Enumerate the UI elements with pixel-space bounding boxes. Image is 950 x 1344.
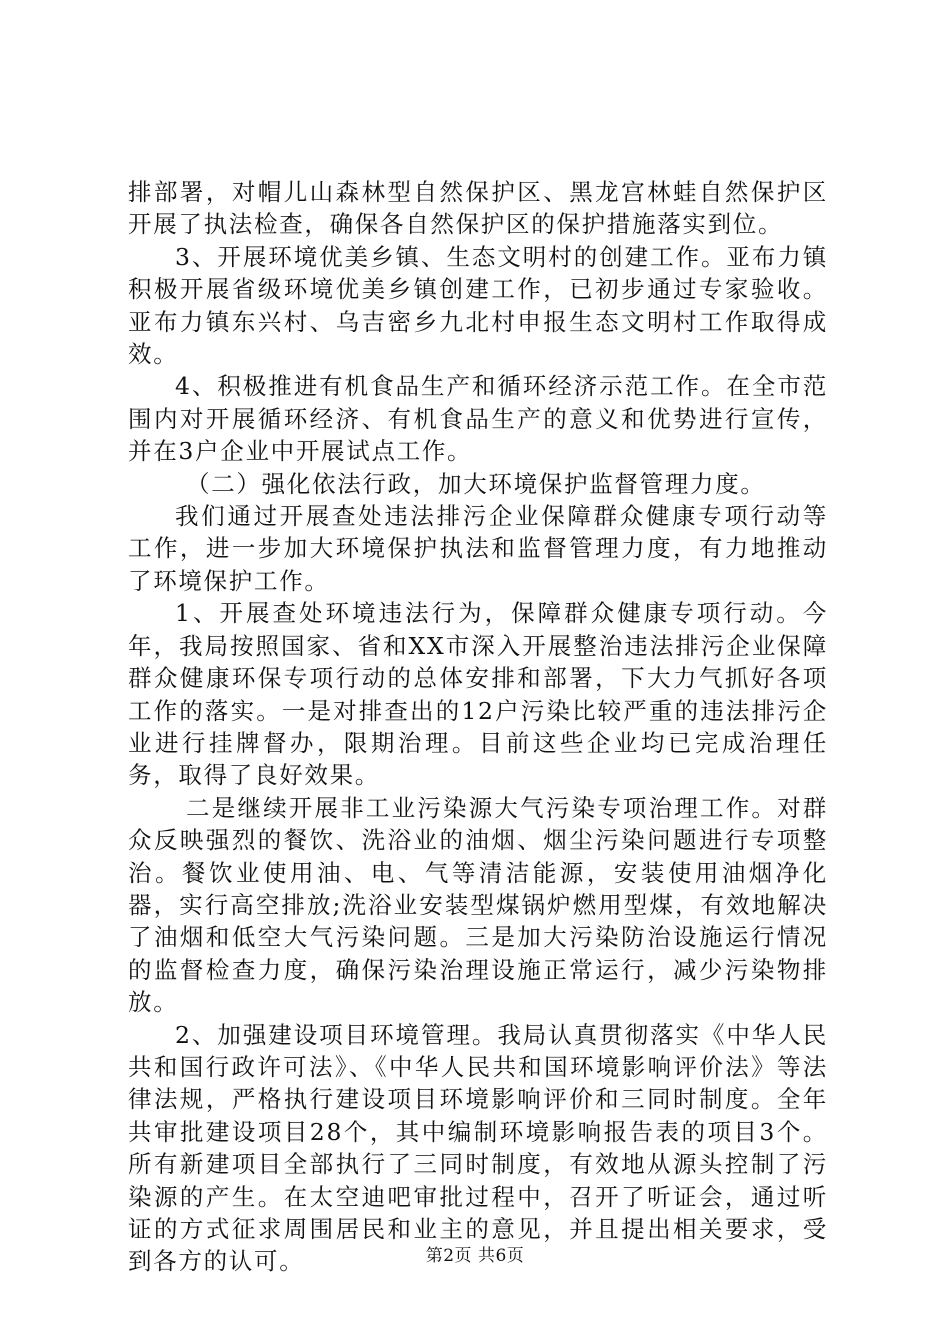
- paragraph-section-intro: 我们通过开展查处违法排污企业保障群众健康专项行动等工作，进一步加大环境保护执法和监督管理力度，有力地推动了环境保护工作。: [128, 502, 828, 595]
- page-footer: 第2页 共6页: [425, 1246, 525, 1266]
- paragraph-item-1: 1、开展查处环境违法行为，保障群众健康专项行动。今年，我局按照国家、省和XX市深入开展整治违法排污企业保障群众健康环保专项行动的总体安排和部署，下大力气抓好各项工作的落实。一是对排查出的12户污染比较严重的违法排污企业进行挂牌督办，限期治理。目前这些企业均已完成治理任务，取得了良好效果。: [128, 599, 828, 790]
- document-body: [128, 176, 828, 1278]
- paragraph-item-4: 4、积极推进有机食品生产和循环经济示范工作。在全市范围内对开展循环经济、有机食品生产的意义和优势进行宣传，并在3户企业中开展试点工作。: [128, 372, 828, 466]
- section-heading-2: （二）强化依法行政，加大环境保护监督管理力度。: [186, 469, 766, 498]
- paragraph-item-2: 2、加强建设项目环境管理。我局认真贯彻落实《中华人民共和国行政许可法》、《中华人民共和国环境影响评价法》等法律法规，严格执行建设项目环境影响评价和三同时制度。全年共审批建设项目28个，其中编制环境影响报告表的项目3个。所有新建项目全部执行了三同时制度，有效地从源头控制了污染源的产生。在太空迪吧审批过程中，召开了听证会，通过听证的方式征求周围居民和业主的意见，并且提出相关要求，受到各方的认可。: [128, 1020, 828, 1276]
- paragraph-continuation: 排部署，对帽儿山森林型自然保护区、黑龙宫林蛙自然保护区开展了执法检查，确保各自然保护区的保护措施落实到位。: [128, 178, 828, 239]
- paragraph-point-2: 二是继续开展非工业污染源大气污染专项治理工作。对群众反映强烈的餐饮、洗浴业的油烟、烟尘污染问题进行专项整治。餐饮业使用油、电、气等清洁能源，安装使用油烟净化器，实行高空排放;洗浴业安装型煤锅炉燃用型煤，有效地解决了油烟和低空大气污染问题。三是加大污染防治设施运行情况的监督检查力度，确保污染治理设施正常运行，减少污染物排放。: [128, 793, 828, 1017]
- paragraph-item-3: 3、开展环境优美乡镇、生态文明村的创建工作。亚布力镇积极开展省级环境优美乡镇创建工作，已初步通过专家验收。亚布力镇东兴村、乌吉密乡九北村申报生态文明村工作取得成效。: [128, 242, 828, 369]
